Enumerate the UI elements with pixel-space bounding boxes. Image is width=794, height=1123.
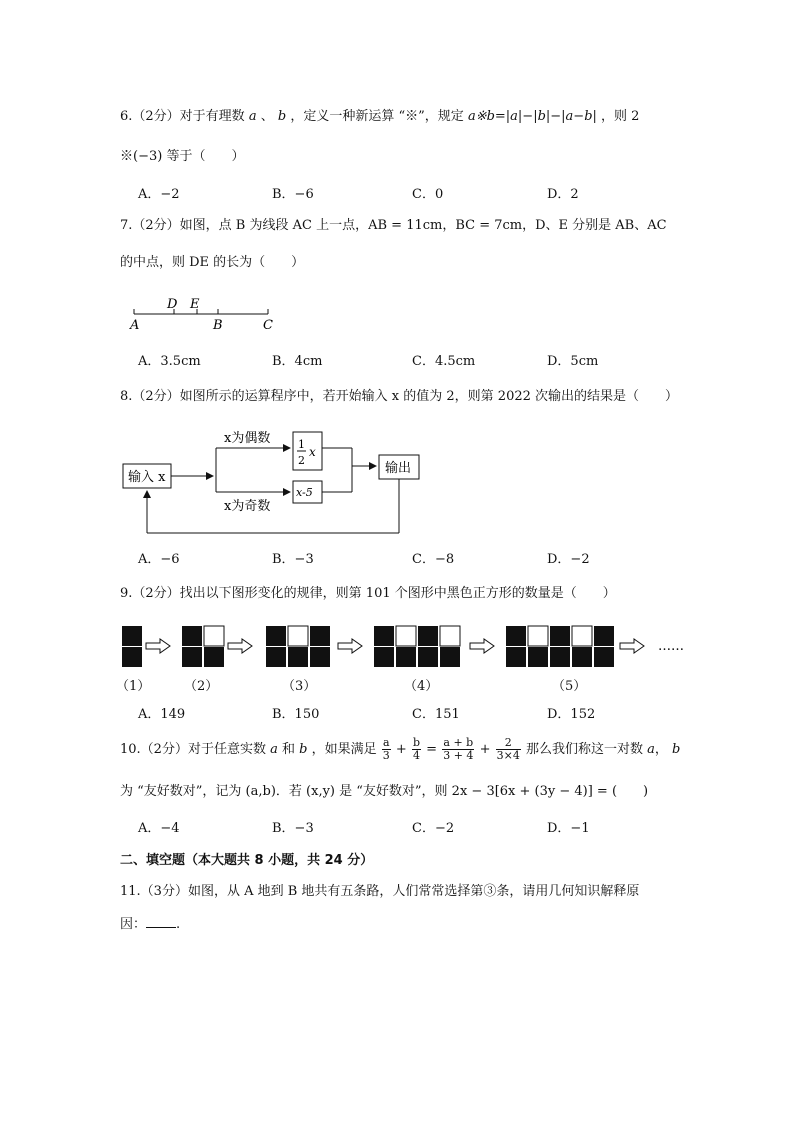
q8-option-d[interactable]: D．−2 [547, 552, 590, 567]
q6-option-d[interactable]: D．2 [547, 187, 579, 202]
q8-option-a[interactable]: A．−6 [138, 552, 180, 567]
q7-option-a[interactable]: A．3.5cm [138, 354, 201, 369]
q10-option-d[interactable]: D．−1 [547, 821, 590, 836]
point-b-label: B [213, 318, 223, 333]
even-label: x为偶数 [224, 431, 271, 446]
q6-option-a[interactable]: A．−2 [138, 187, 180, 202]
q9-options [138, 706, 738, 724]
q6-formula: a※b=|a|−|b|−|a−b| [467, 109, 597, 124]
q10-options [138, 820, 738, 838]
q10-option-a[interactable]: A．−4 [138, 821, 180, 836]
pattern-1 [122, 626, 142, 667]
pattern-2 [182, 626, 224, 667]
pattern-3 [266, 626, 330, 667]
q8-option-c[interactable]: C．−8 [412, 552, 455, 567]
output-label: 输出 [385, 461, 412, 476]
section-heading: 二、填空题（本大题共 8 小题，共 24 分） [120, 853, 374, 868]
q6-option-b[interactable]: B．−6 [272, 187, 314, 202]
q9-figure-labels: （1） （2） （3） （4） （5） [116, 679, 587, 694]
svg-text:x: x [309, 445, 316, 459]
point-a-label: A [130, 318, 140, 333]
q9-line1: 9.（2分）找出以下图形变化的规律，则第 101 个图形中黑色正方形的数量是（ ） [120, 586, 616, 601]
q10-option-b[interactable]: B．−3 [272, 821, 314, 836]
q10-line1: 10.（2分）对于任意实数 a 和 b ，如果满足 $\frac{a}{3}$ + $\frac{b}{4}$ = $\frac{a + b}{3 + 4}$ + $\frac{2}{3\times 4}$ 那么我们称这一对数 a， b [120, 736, 681, 762]
q6-line1: 6.（2分）对于有理数 a 、 b ，定义一种新运算 “※”，规定 a※b=|a|−|b|−|a−b| ，则 2 [120, 109, 640, 124]
q8-line1: 8.（2分）如图所示的运算程序中，若开始输入 x 的值为 2，则第 2022 次输出的结果是（ ） [120, 389, 679, 404]
q6-option-c[interactable]: C．0 [412, 187, 444, 202]
q7-option-d[interactable]: D．5cm [547, 354, 599, 369]
pattern-4 [374, 626, 460, 667]
q8-flowchart [120, 420, 440, 540]
q7-options [138, 353, 738, 371]
q9-option-d[interactable]: D．152 [547, 707, 596, 722]
pattern-ellipsis: …… [658, 639, 684, 654]
q11-line1: 11.（3分）如图，从 A 地到 B 地共有五条路，人们常常选择第③条，请用几何知识解释原 [120, 884, 640, 899]
point-c-label: C [263, 318, 273, 333]
q9-pattern-figure [120, 624, 700, 670]
q7-option-b[interactable]: B．4cm [272, 354, 323, 369]
point-d-label: D [167, 297, 178, 312]
q8-option-b[interactable]: B．−3 [272, 552, 314, 567]
point-e-label: E [190, 297, 200, 312]
q7-option-c[interactable]: C．4.5cm [412, 354, 476, 369]
q9-option-c[interactable]: C．151 [412, 707, 460, 722]
svg-text:x-5: x-5 [296, 486, 313, 499]
q9-option-a[interactable]: A．149 [138, 707, 186, 722]
q6-line2: ※(−3) 等于（ ） [120, 149, 245, 164]
pattern-5 [506, 626, 614, 667]
q7-line2: 的中点，则 DE 的长为（ ） [120, 255, 305, 270]
svg-text:2: 2 [298, 454, 305, 467]
q6-options [138, 186, 738, 204]
q8-options [138, 551, 738, 569]
svg-text:1: 1 [298, 438, 305, 451]
q10-line2: 为 “友好数对”，记为 (a,b)．若 (x,y) 是 “友好数对”，则 2x − 3[6x + (3y − 4)] = ( ) [120, 784, 649, 799]
odd-label: x为奇数 [224, 499, 271, 514]
q11-line2: 因： . [120, 917, 181, 932]
answer-blank[interactable] [146, 915, 176, 928]
q10-option-c[interactable]: C．−2 [412, 821, 455, 836]
input-label: 输入 x [128, 470, 166, 485]
q7-segment-figure [120, 292, 290, 338]
q7-line1: 7.（2分）如图，点 B 为线段 AC 上一点，AB = 11cm，BC = 7cm，D、E 分别是 AB、AC [120, 218, 667, 233]
q9-option-b[interactable]: B．150 [272, 707, 320, 722]
